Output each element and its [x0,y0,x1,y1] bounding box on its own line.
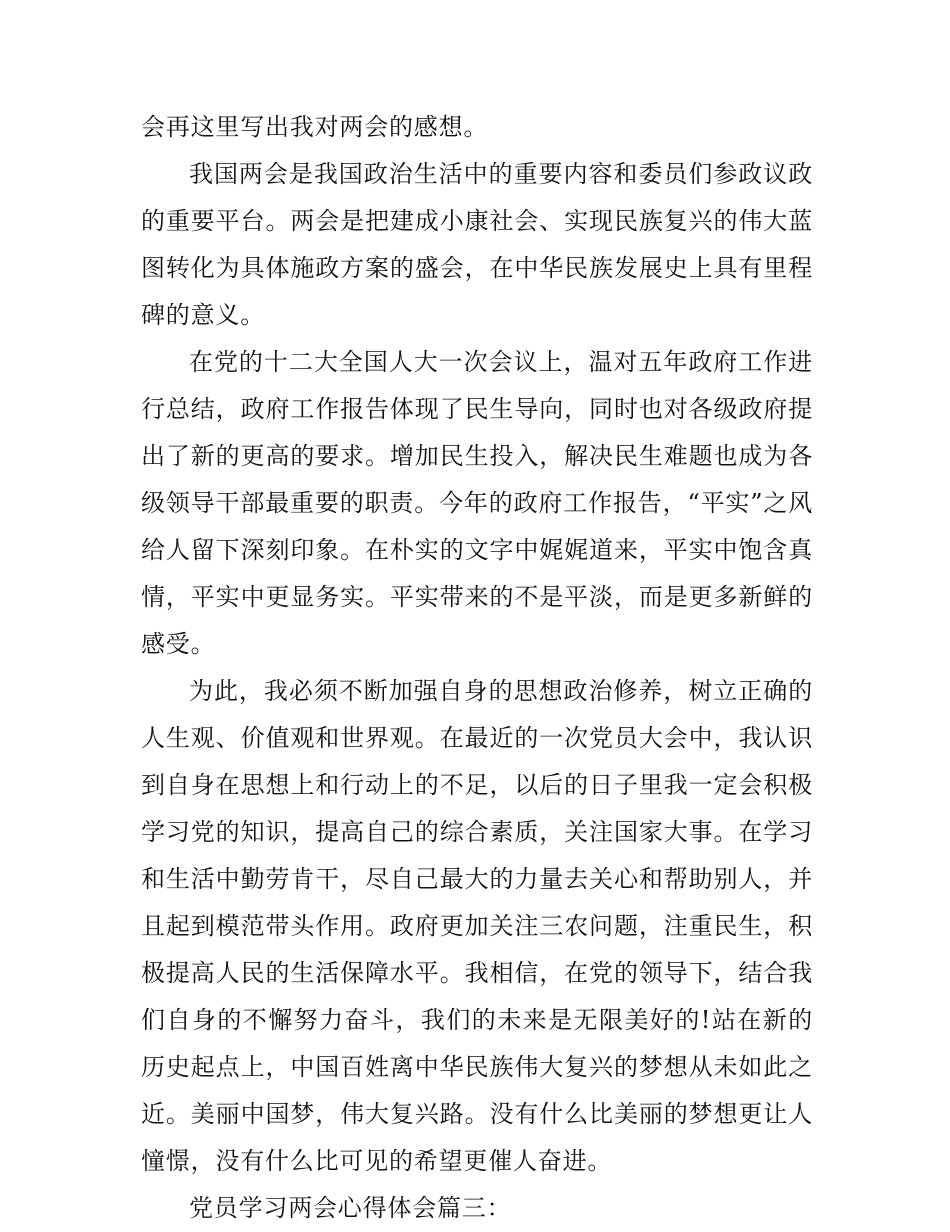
document-page [141,104,813,1232]
paragraph-continuation: 会再这里写出我对两会的感想。 [141,113,489,141]
section-heading-part-three: 党员学习两会心得体会篇三： [189,1194,512,1222]
paragraph-self-improvement: 为此，我必须不断加强自身的思想政治修养，树立正确的人生观、价值观和世界观。在最近的一次党员大会中，我认识到自身在思想上和行动上的不足，以后的日子里我一定会积极学习党的知识，提高自己的综合素质，关注国家大事。在学习和生活中勤劳肯干，尽自己最大的力量去关心和帮助别人，并且起到模范带头作用。政府更加关注三农问题，注重民生，积极提高人民的生活保障水平。我相信，在党的领导下，结合我们自身的不懈努力奋斗，我们的未来是无限美好的!站在新的历史起点上，中国百姓离中华民族伟大复兴的梦想从未如此之近。美丽中国梦，伟大复兴路。没有什么比美丽的梦想更让人憧憬，没有什么比可见的希望更催人奋进。 [141,677,813,1175]
paragraph-government-work-report: 在党的十二大全国人大一次会议上，温对五年政府工作进行总结，政府工作报告体现了民生导向，同时也对各级政府提出了新的更高的要求。增加民生投入，解决民生难题也成为各级领导干部最重要的职责。今年的政府工作报告，“平实”之风给人留下深刻印象。在朴实的文字中娓娓道来，平实中饱含真情，平实中更显务实。平实带来的不是平淡，而是更多新鲜的感受。 [141,348,813,658]
paragraph-two-sessions-platform: 我国两会是我国政治生活中的重要内容和委员们参政议政的重要平台。两会是把建成小康社会、实现民族复兴的伟大蓝图转化为具体施政方案的盛会，在中华民族发展史上具有里程碑的意义。 [141,160,813,329]
